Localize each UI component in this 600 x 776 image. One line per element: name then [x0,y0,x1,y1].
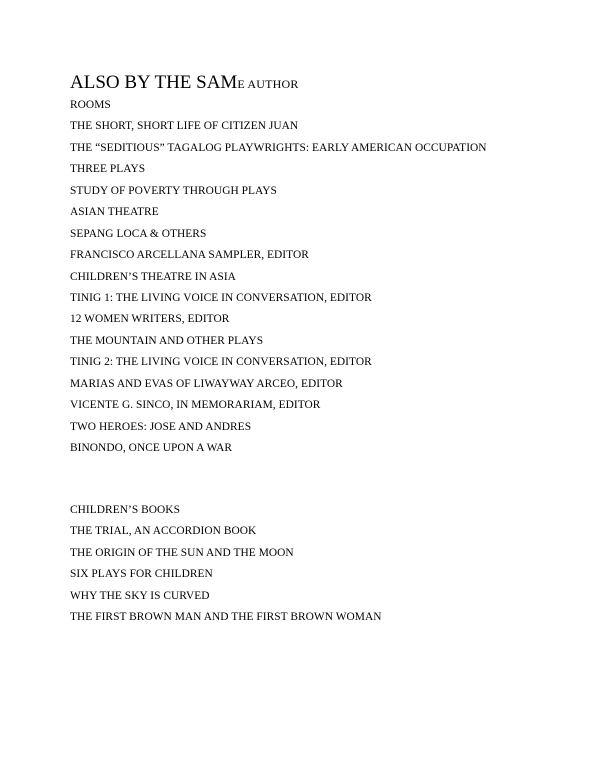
book-title: THREE PLAYS [70,163,146,176]
childrens-book-title: SIX PLAYS FOR CHILDREN [70,568,213,581]
childrens-books-title: CHILDREN’S BOOKS [70,504,180,516]
childrens-book-title: WHY THE SKY IS CURVED [70,589,210,602]
book-title: FRANCISCO ARCELLANA SAMPLER, EDITOR [70,249,309,262]
heading-small-caps-text: E AUTHOR [237,77,299,91]
book-title: BINONDO, ONCE UPON A WAR [70,442,233,454]
childrens-books-list [70,500,382,629]
book-title: THE SHORT, SHORT LIFE OF CITIZEN JUAN [70,120,299,133]
book-title: TWO HEROES: JOSE AND ANDRES [70,420,252,433]
childrens-book-title: THE TRIAL, AN ACCORDION BOOK [70,525,257,538]
books-list [70,95,487,459]
book-title: STUDY OF POVERTY THROUGH PLAYS [70,184,277,197]
childrens-book-title: THE ORIGIN OF THE SUN AND THE MOON [70,546,294,559]
book-title: ROOMS [70,99,111,111]
book-title: ASIAN THEATRE [70,206,159,219]
book-title: 12 WOMEN WRITERS, EDITOR [70,313,230,326]
book-title: THE MOUNTAIN AND OTHER PLAYS [70,334,264,347]
book-title: TINIG 2: THE LIVING VOICE IN CONVERSATION, EDITOR [70,356,372,369]
book-title: MARIAS AND EVAS OF LIWAYWAY ARCEO, EDITOR [70,377,343,390]
book-title: VICENTE G. SINCO, IN MEMORARIAM, EDITOR [70,399,321,412]
book-title: SEPANG LOCA & OTHERS [70,227,207,240]
heading-large-text: ALSO BY THE SAM [70,72,238,93]
book-title: TINIG 1: THE LIVING VOICE IN CONVERSATION, EDITOR [70,291,372,304]
book-title: THE “SEDITIOUS” TAGALOG PLAYWRIGHTS: EARLY AMERICAN OCCUPATION [70,141,487,154]
page-heading [70,73,299,94]
childrens-book-title: THE FIRST BROWN MAN AND THE FIRST BROWN WOMAN [70,611,382,624]
book-title: CHILDREN’S THEATRE IN ASIA [70,270,236,283]
